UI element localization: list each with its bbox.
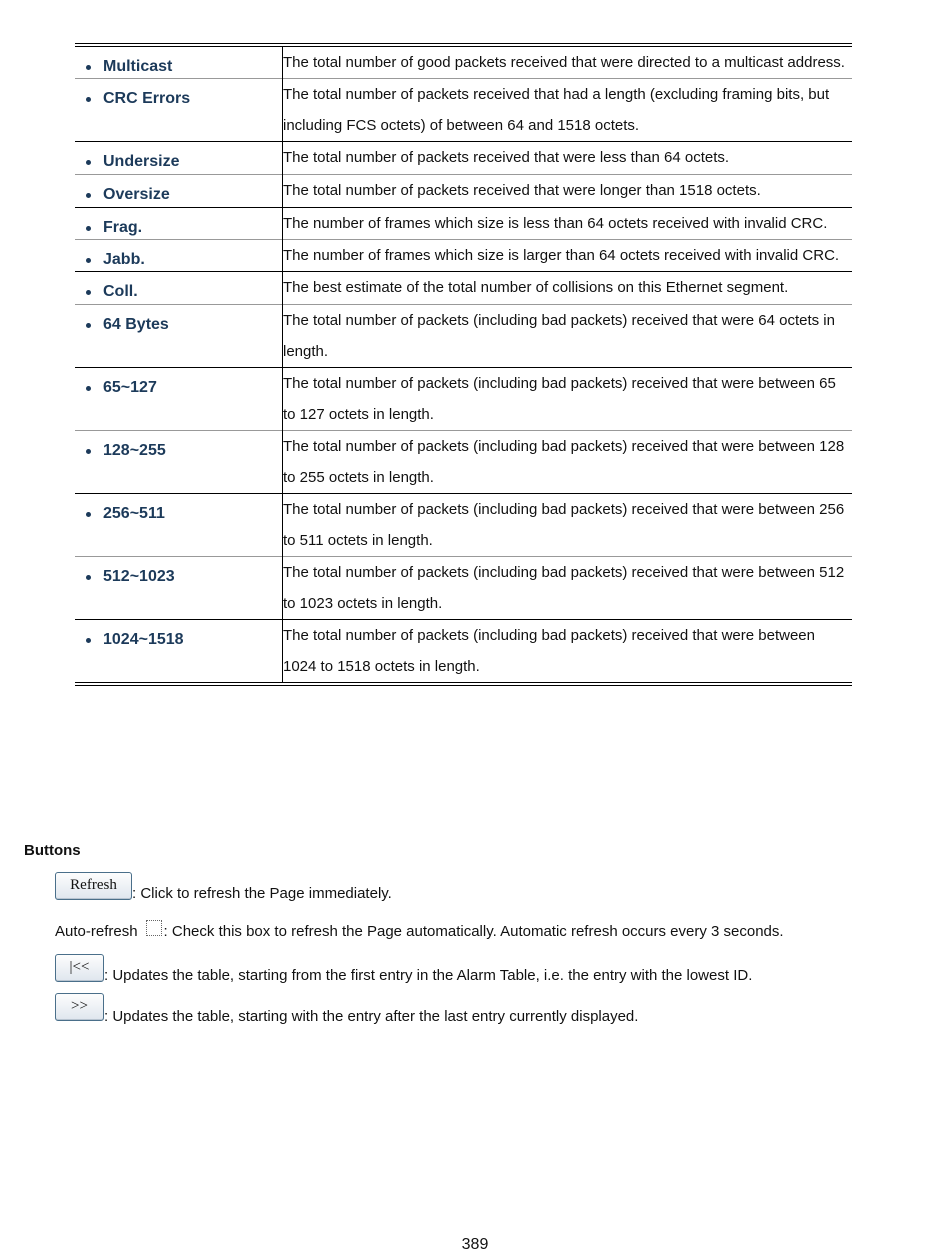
first-page-description: : Updates the table, starting from the first entry in the Alarm Table, i.e. the entry with the lowest ID. [104, 967, 753, 984]
term-label: Coll. [75, 272, 282, 303]
first-page-button[interactable]: |<< [55, 954, 104, 982]
section-title: Buttons [24, 842, 81, 859]
table-row [75, 620, 852, 685]
term-label: CRC Errors [75, 79, 282, 110]
autorefresh-label: Auto-refresh [55, 923, 138, 940]
refresh-button[interactable]: Refresh [55, 872, 132, 900]
term-label: 128~255 [75, 431, 282, 462]
counter-definition-table [75, 43, 852, 686]
next-page-line [55, 993, 639, 1025]
term-description: The total number of good packets received that were directed to a multicast address. [283, 54, 845, 71]
term-description: The total number of packets received that were less than 64 octets. [283, 149, 730, 166]
table-row [75, 208, 852, 240]
table-row [75, 557, 852, 620]
table-row [75, 431, 852, 494]
term-description: The total number of packets (including bad packets) received that were between 256 to 511 octets in length. [283, 501, 845, 549]
term-description: The total number of packets (including bad packets) received that were between 512 to 1023 octets in length. [283, 564, 845, 612]
table-row [75, 272, 852, 305]
table-row [75, 494, 852, 557]
page-number: 389 [461, 1236, 489, 1253]
term-label: 64 Bytes [75, 305, 282, 336]
term-description: The total number of packets (including bad packets) received that were 64 octets in length. [283, 312, 835, 360]
table-row [75, 79, 852, 142]
autorefresh-description: : Check this box to refresh the Page automatically. Automatic refresh occurs every 3 seconds. [163, 923, 784, 940]
term-label: Multicast [75, 47, 282, 78]
term-label: 65~127 [75, 368, 282, 399]
table-row [75, 45, 852, 79]
term-label: 256~511 [75, 494, 282, 525]
autorefresh-checkbox[interactable] [146, 920, 162, 936]
table-row [75, 175, 852, 208]
refresh-description: : Click to refresh the Page immediately. [132, 885, 392, 902]
term-description: The best estimate of the total number of collisions on this Ethernet segment. [283, 279, 789, 296]
term-label: Jabb. [75, 240, 282, 271]
term-description: The number of frames which size is larger than 64 octets received with invalid CRC. [283, 247, 840, 264]
term-description: The total number of packets received that had a length (excluding framing bits, but including FCS octets) of between 64 and 1518 octets. [283, 86, 830, 134]
term-label: Oversize [75, 175, 282, 206]
autorefresh-line [55, 920, 784, 940]
refresh-line [55, 872, 392, 900]
term-label: 1024~1518 [75, 620, 282, 651]
table-row [75, 368, 852, 431]
term-description: The total number of packets received that were longer than 1518 octets. [283, 182, 761, 199]
term-label: Frag. [75, 208, 282, 239]
term-description: The number of frames which size is less than 64 octets received with invalid CRC. [283, 215, 828, 232]
term-label: 512~1023 [75, 557, 282, 588]
next-page-button[interactable]: >> [55, 993, 104, 1021]
term-description: The total number of packets (including bad packets) received that were between 1024 to 1518 octets in length. [283, 627, 815, 675]
table-row [75, 240, 852, 272]
next-page-description: : Updates the table, starting with the entry after the last entry currently displayed. [104, 1008, 639, 1025]
term-description: The total number of packets (including bad packets) received that were between 65 to 127 octets in length. [283, 375, 836, 423]
table-row [75, 142, 852, 175]
term-description: The total number of packets (including bad packets) received that were between 128 to 255 octets in length. [283, 438, 845, 486]
term-label: Undersize [75, 142, 282, 173]
first-page-line [55, 954, 752, 982]
table-row [75, 305, 852, 368]
